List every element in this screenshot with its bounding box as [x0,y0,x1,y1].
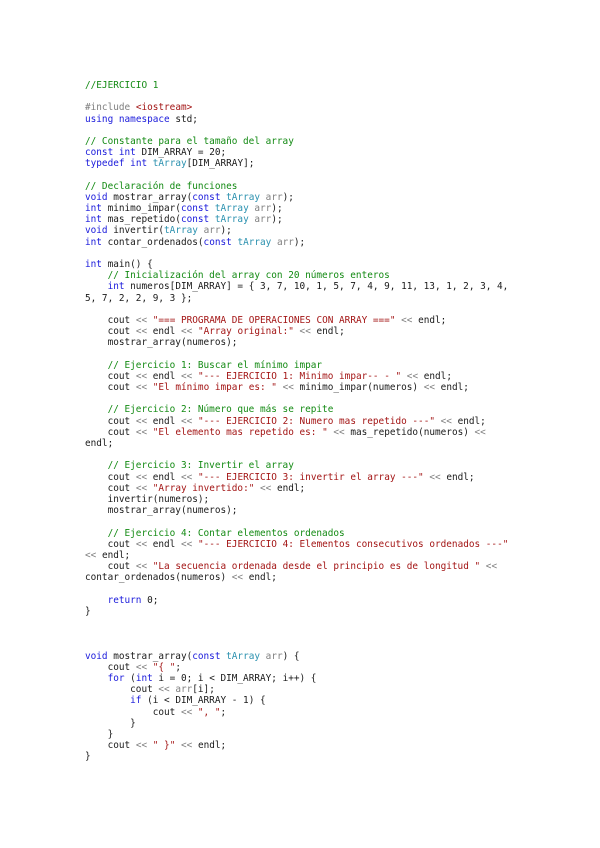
code-line [85,684,508,695]
code-token: minimo_impar( [101,203,181,215]
code-token: << [135,415,148,427]
code-token: const [85,147,114,159]
code-line [85,349,508,360]
code-token: << [135,482,148,494]
code-line [85,449,508,460]
code-listing [85,80,508,762]
code-token: cout [85,661,136,673]
code-token: << [474,426,486,438]
code-token: ( [124,672,136,684]
code-line [85,404,508,415]
code-line [85,237,508,248]
code-token: << [282,382,294,394]
code-token: cout [85,426,136,438]
code-token: << [299,326,311,338]
code-token: 0; [141,594,159,606]
code-token: int [118,147,136,159]
code-token: [DIM_ARRAY]; [186,158,255,170]
code-token: endl [147,471,181,483]
code-token [85,460,108,471]
code-token: << [180,415,193,427]
code-token: } [85,717,136,729]
code-line [85,382,508,393]
code-token: ; [220,706,227,718]
code-token: int [130,158,148,170]
code-token: // Constante para el tamaño del array [85,135,294,147]
code-line [85,707,508,718]
code-line [85,360,508,371]
code-token: << [181,740,193,752]
code-token: "--- EJERCICIO 1: Minimo impar-- - " [197,370,402,382]
code-token: std; [169,113,198,125]
code-token [85,695,130,706]
code-line [85,673,508,684]
code-token [85,281,108,292]
code-line [85,259,508,270]
code-token [85,528,108,539]
code-token: << [180,538,193,550]
code-token: cout [85,314,136,326]
code-line [85,136,508,147]
code-token: << [135,538,148,550]
code-token: void [85,225,108,237]
code-token: // Ejercicio 2: Número que más se repite [107,404,334,416]
code-line [85,170,508,181]
code-token: endl; [271,482,306,494]
code-token: if [130,695,142,707]
code-line [85,740,508,751]
code-token: tArray [214,203,249,215]
code-token: typedef [85,158,125,170]
code-token: cout [85,706,181,718]
code-token: int [135,672,153,684]
code-token: <iostream> [135,102,193,114]
code-line [85,539,508,550]
code-token: cout [85,561,136,573]
code-token: << [135,661,148,673]
code-token: endl; [85,438,114,449]
code-token: << [135,314,148,326]
code-token: // Inicialización del array con 20 números enteros [107,270,390,282]
code-token: arr [276,236,294,248]
code-line [85,393,508,404]
code-token: << [180,706,193,718]
code-token: arr [254,214,272,226]
code-line [85,102,508,113]
code-token: << [135,426,148,438]
code-token: invertir( [107,225,165,237]
code-token: namespace [118,113,170,125]
code-line [85,214,508,225]
code-token: ", " [197,706,221,718]
code-token [85,404,108,415]
code-token: (i < DIM_ARRAY - 1) { [141,695,266,707]
code-token: << [485,561,498,573]
code-line [85,662,508,673]
code-token: tArray [226,191,261,203]
code-token: endl; [440,471,475,483]
code-token: cout [85,370,136,382]
code-token: " }" [152,740,176,752]
code-token: << [180,370,193,382]
code-line [85,181,508,192]
code-token: endl; [310,326,345,338]
code-line [85,80,508,91]
code-token: << [231,572,244,584]
code-token: << [135,370,148,382]
code-token: endl; [412,314,447,326]
code-token: for [107,672,125,684]
code-token: using [85,113,114,125]
code-line [85,192,508,203]
code-token: return [107,594,142,606]
code-token: ; [175,661,181,673]
code-token: endl; [451,415,486,427]
code-line [85,270,508,281]
code-token: ); [271,203,283,215]
code-token: cout [85,684,159,696]
code-token: const [180,203,210,215]
code-line [85,617,508,628]
code-token: cout [85,382,136,394]
code-token: // Ejercicio 3: Invertir el array [107,460,294,472]
code-token: ); [220,225,232,237]
code-token: "--- EJERCICIO 2: Numero mas repetido ---" [197,415,435,427]
code-token: endl [147,326,181,338]
code-line [85,628,508,639]
code-token: endl; [418,370,452,382]
code-line [85,315,508,326]
code-token: arr [254,203,272,215]
code-token: } [85,751,91,763]
code-token: tArray [226,650,261,662]
code-token: tArray [214,214,249,226]
code-token: void [85,191,108,203]
code-token: "{ " [152,661,176,673]
code-token: minimo_impar(numeros) [293,382,424,394]
code-token: #include [85,102,136,114]
code-line [85,91,508,102]
code-token: ) { [282,650,300,662]
code-token: << [429,471,441,483]
code-token: const [192,650,221,662]
code-token: // Ejercicio 4: Contar elementos ordenados [107,527,345,539]
code-token: << [135,471,148,483]
code-line [85,516,508,527]
code-token: endl; [435,382,469,394]
code-token: endl; [96,549,131,561]
code-line [85,337,508,348]
code-line [85,281,508,292]
code-token: int [85,259,102,270]
code-token: "--- EJERCICIO 4: Elementos consecutivos ordenados ---" [197,538,509,550]
code-token: endl [147,370,181,382]
code-token: cout [85,538,136,550]
code-line [85,203,508,214]
code-token: "La secuencia ordenada desde el principio es de longitud " [152,561,481,573]
code-token: << [158,684,170,696]
code-line [85,494,508,505]
code-token: ); [282,191,294,203]
code-token: void [85,650,108,662]
code-line [85,639,508,650]
code-token: int [107,281,125,293]
code-token [85,270,108,281]
code-token: 5, 7, 2, 2, 9, 3 }; [85,292,193,304]
code-line [85,483,508,494]
code-token: int [85,203,102,215]
code-token: endl; [243,572,277,584]
code-line [85,158,508,169]
code-line [85,718,508,729]
code-line [85,695,508,706]
code-line [85,371,508,382]
code-line [85,114,508,125]
code-token: cout [85,740,136,752]
code-token: endl; [192,740,227,752]
code-token: int [85,214,102,226]
code-token: << [135,561,148,573]
code-token: "El elemento mas repetido es: " [152,426,328,438]
code-token: // Declaración de funciones [85,180,238,192]
code-token: int [85,236,102,248]
code-token: << [180,326,193,338]
code-token: cout [85,471,136,483]
code-line [85,416,508,427]
code-token: contar_ordenados(numeros) [85,572,232,584]
code-token: } [85,605,91,617]
code-token: mas_repetido( [101,214,181,226]
code-token: main() { [101,259,153,270]
code-token: mas_repetido(numeros) [344,426,475,438]
code-line [85,427,508,438]
code-token: << [406,370,419,382]
code-token: << [135,382,148,394]
code-token: << [135,740,148,752]
code-token: cout [85,415,136,427]
code-token: arr [203,225,221,237]
code-token: arr [175,684,193,696]
code-line [85,438,508,449]
code-token: << [440,415,452,427]
code-token: << [180,471,193,483]
code-token: } [85,728,114,740]
code-token: cout [85,482,136,494]
code-token [85,595,108,606]
code-token: "El mínimo impar es: " [152,382,277,394]
code-line [85,729,508,740]
code-token: "Array invertido:" [152,482,255,494]
code-token: cout [85,326,136,338]
code-line [85,472,508,483]
code-token: "Array original:" [197,326,294,338]
code-token: i = 0; i < DIM_ARRAY; i++) { [152,672,317,684]
code-line [85,125,508,136]
code-token: contar_ordenados( [101,236,204,248]
code-line [85,606,508,617]
code-token: << [401,314,413,326]
code-line [85,550,508,561]
code-token [85,673,108,684]
code-token: << [85,549,97,561]
code-token: mostrar_array( [107,650,193,662]
code-line [85,147,508,158]
code-token: "=== PROGRAMA DE OPERACIONES CON ARRAY ===" [152,314,396,326]
code-token: << [333,426,345,438]
code-line [85,572,508,583]
code-line [85,248,508,259]
code-token: mostrar_array(numeros); [85,505,238,517]
code-token: tArray [164,225,198,237]
code-token: mostrar_array(numeros); [85,337,238,349]
code-token: << [423,382,436,394]
code-token: invertir(numeros); [85,493,210,505]
code-token: const [180,214,210,226]
code-token: numeros[DIM_ARRAY] = { 3, 7, 10, 1, 5, 7, 4, 9, 11, 13, 1, 2, 3, 4, [124,281,509,293]
code-token: tArray [152,158,187,170]
code-token: endl [147,538,181,550]
code-line [85,225,508,236]
code-token: ); [293,236,306,248]
code-line [85,595,508,606]
code-token: "--- EJERCICIO 3: invertir el array ---" [197,471,424,483]
code-line [85,505,508,516]
code-token: DIM_ARRAY = 20; [135,147,227,159]
code-token: arr [265,191,283,203]
code-line [85,561,508,572]
code-token: arr [265,650,283,662]
code-token: << [260,482,272,494]
code-token: // Ejercicio 1: Buscar el mínimo impar [107,359,323,371]
code-token: const [192,191,221,203]
code-token [85,360,108,371]
code-line [85,293,508,304]
code-token: << [135,326,148,338]
code-line [85,651,508,662]
code-line [85,460,508,471]
code-line [85,326,508,337]
code-token: //EJERCICIO 1 [85,80,159,91]
code-token: tArray [237,236,272,248]
code-line [85,751,508,762]
code-line [85,528,508,539]
code-token: ); [271,214,283,226]
code-token: const [203,236,232,248]
code-line [85,304,508,315]
code-token: endl [147,415,181,427]
code-token: [i]; [192,684,215,696]
code-line [85,583,508,594]
code-token: mostrar_array( [107,191,193,203]
